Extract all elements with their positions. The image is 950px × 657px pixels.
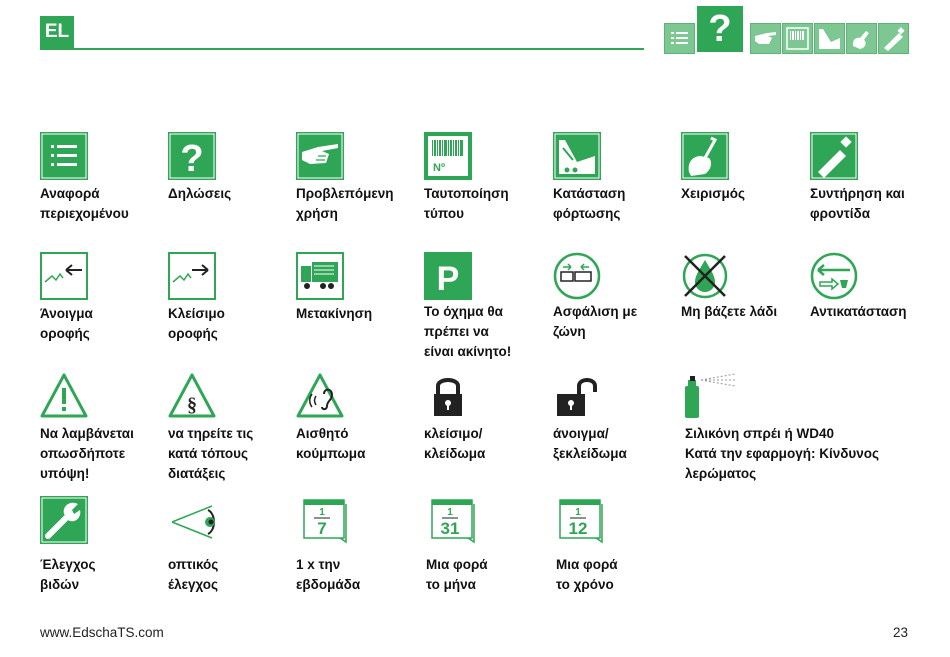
question-mark-icon: ? — [708, 8, 732, 50]
svg-text:Nº: Nº — [433, 162, 445, 174]
lock-open-icon — [553, 372, 601, 420]
monthly-label: Μια φορά το μήνα — [426, 557, 488, 592]
audible-click-icon — [296, 372, 344, 420]
bolt-check-label: Έλεγχος βιδών — [40, 557, 96, 592]
nav-type-id-icon[interactable] — [782, 23, 813, 54]
transport-label: Μετακίνηση — [296, 306, 373, 321]
regulations-icon — [168, 372, 216, 420]
maintenance-icon — [810, 132, 858, 180]
visual-check-icon — [168, 496, 220, 544]
declarations-label: Δηλώσεις — [168, 186, 232, 201]
svg-text:?: ? — [180, 138, 204, 180]
page-number: 23 — [893, 625, 909, 640]
spray-can-icon — [681, 372, 741, 420]
language-badge: EL — [40, 16, 74, 48]
contents-label: Αναφορά περιεχομένου — [40, 186, 129, 221]
weekly-label: 1 x την εβδομάδα — [296, 557, 361, 592]
parking-label: Το όχημα θα πρέπει να είναι ακίνητο! — [424, 304, 512, 359]
load-state-label: Κατάσταση φόρτωσης — [553, 186, 626, 221]
spray-label: Σιλικόνη σπρέι ή WD40 Κατά την εφαρμογή: Κίνδυνος λερώματος — [685, 426, 880, 481]
calendar-year-icon — [556, 496, 604, 544]
no-oil-label: Μη βάζετε λάδι — [681, 304, 778, 319]
calendar-month-icon — [428, 496, 476, 544]
nav-maintenance-icon[interactable] — [878, 23, 909, 54]
nav-contents-icon[interactable] — [664, 23, 695, 54]
lock-closed-icon — [424, 372, 472, 420]
audible-click-label: Αισθητό κούμπωμα — [296, 426, 366, 461]
bolt-check-icon — [40, 496, 88, 544]
type-id-icon — [424, 132, 472, 180]
contents-icon — [40, 132, 88, 180]
calendar-week-icon — [300, 496, 348, 544]
svg-text:1: 1 — [447, 507, 453, 518]
roof-open-label: Άνοιγμα οροφής — [40, 306, 93, 341]
load-state-icon — [553, 132, 601, 180]
no-oil-icon — [681, 252, 729, 300]
warning-icon — [40, 372, 88, 420]
belt-securing-label: Ασφάλιση με ζώνη — [553, 304, 638, 339]
replacement-icon — [810, 252, 858, 300]
svg-text:1: 1 — [575, 507, 581, 518]
roof-open-icon — [40, 252, 88, 300]
nav-handling-icon[interactable] — [846, 23, 877, 54]
transport-icon — [296, 252, 344, 300]
maintenance-label: Συντήρηση και φροντίδα — [810, 186, 905, 221]
svg-text:P: P — [436, 260, 460, 298]
svg-text:§: § — [187, 394, 197, 416]
footer-url[interactable]: www.EdschaTS.com — [40, 625, 164, 640]
svg-text:1: 1 — [319, 507, 325, 518]
nav-declarations-active[interactable] — [697, 6, 743, 52]
belt-securing-icon — [553, 252, 601, 300]
visual-check-label: οπτικός έλεγχος — [168, 557, 219, 592]
type-id-label: Ταυτοποίηση τύπου — [424, 186, 509, 221]
roof-close-label: Κλείσιμο οροφής — [168, 306, 225, 341]
nav-load-icon[interactable] — [814, 23, 845, 54]
svg-text:12: 12 — [568, 519, 588, 538]
replacement-label: Αντικατάσταση — [810, 304, 907, 319]
intended-use-label: Προβλεπόμενη χρήση — [296, 186, 394, 221]
regulations-label: να τηρείτε τις κατά τόπους διατάξεις — [168, 426, 254, 481]
lock-open-label: άνοιγμα/ ξεκλείδωμα — [553, 426, 627, 461]
parking-icon — [424, 252, 472, 300]
header-rule — [40, 48, 644, 50]
handling-label: Χειρισμός — [681, 186, 746, 201]
yearly-label: Μια φορά το χρόνο — [556, 557, 618, 592]
warning-label: Να λαμβάνεται οπωσδήποτε υπόψη! — [40, 426, 134, 481]
roof-close-icon — [168, 252, 216, 300]
svg-text:7: 7 — [317, 519, 327, 538]
nav-intended-use-icon[interactable] — [750, 23, 781, 54]
lock-closed-label: κλείσιμο/ κλείδωμα — [424, 426, 486, 461]
svg-text:31: 31 — [440, 519, 460, 538]
handling-icon — [681, 132, 729, 180]
intended-use-icon — [296, 132, 344, 180]
declarations-icon — [168, 132, 216, 180]
